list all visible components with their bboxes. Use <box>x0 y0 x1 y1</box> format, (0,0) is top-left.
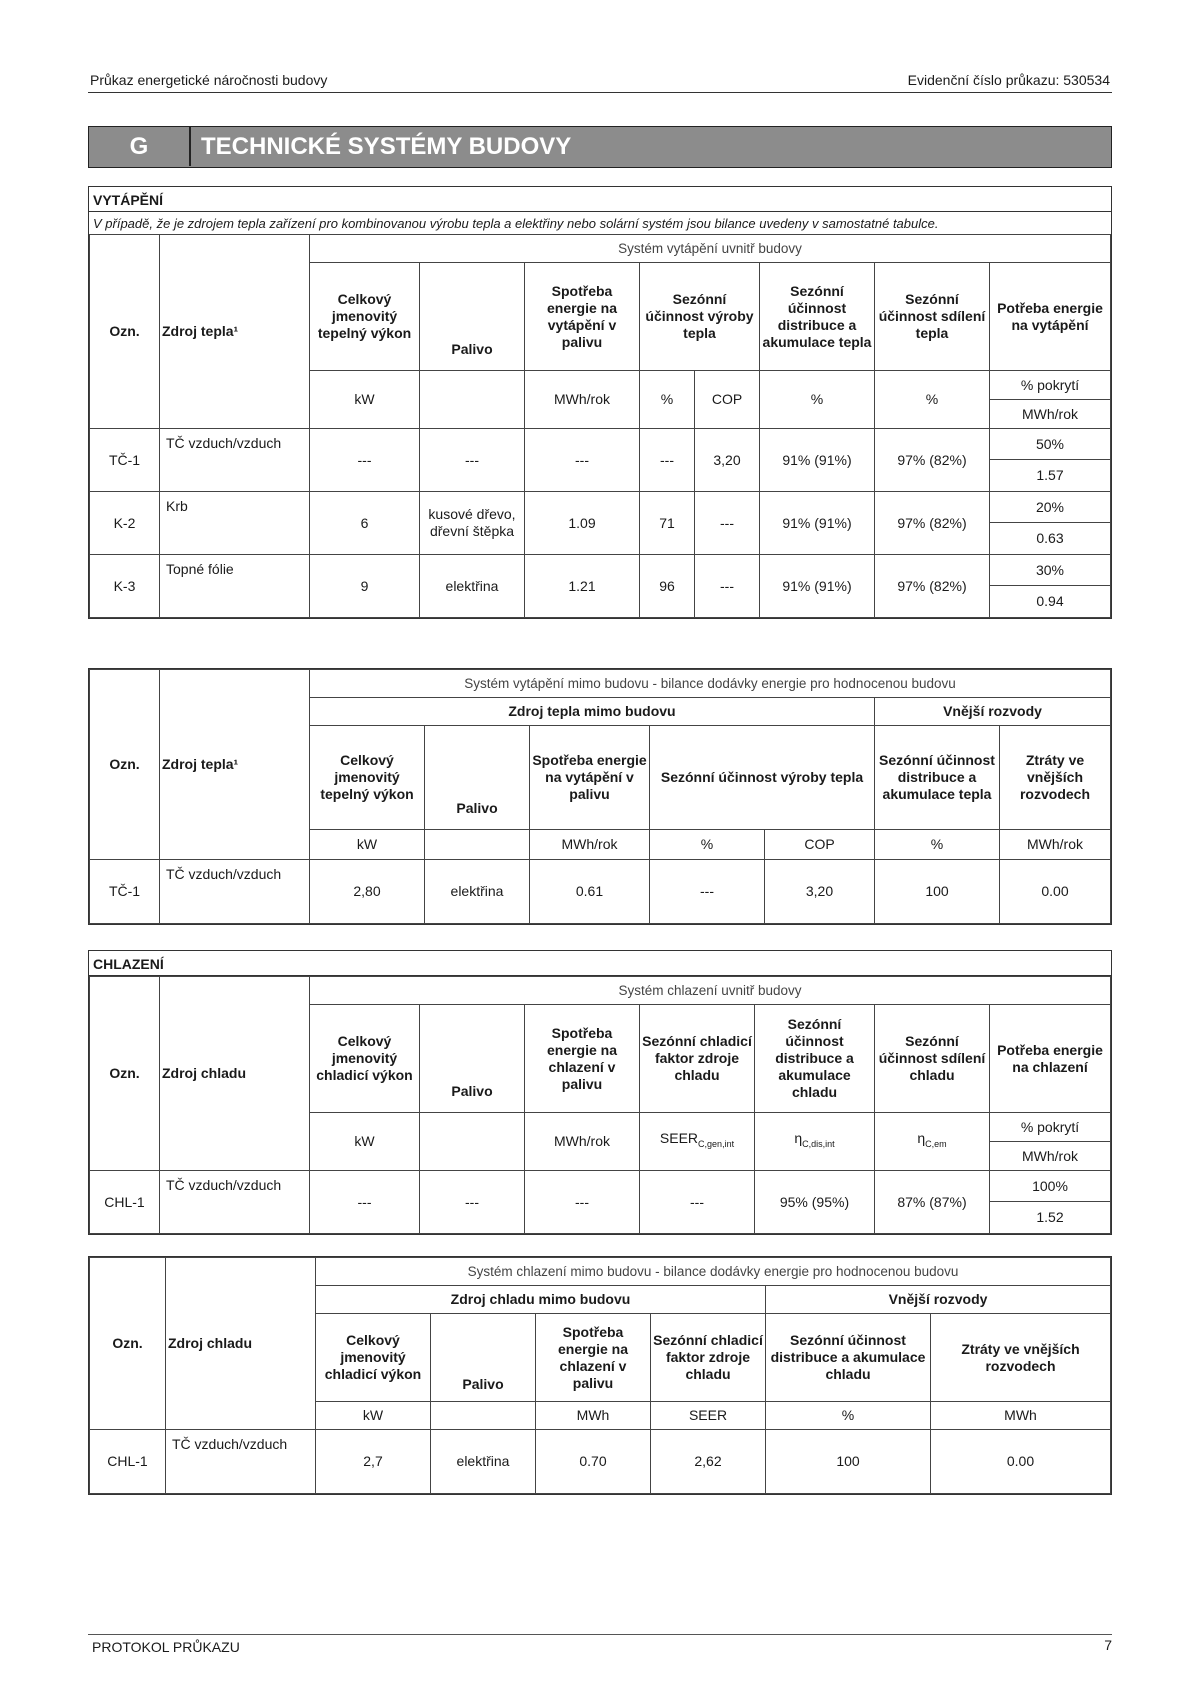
row-ozn: CHL-1 <box>90 1430 166 1494</box>
col-vykon: Celkový jmenovitý chladicí výkon <box>316 1314 431 1402</box>
cooling-outside-table <box>89 1257 1111 1494</box>
row-distribuce: 91% (91%) <box>760 492 875 555</box>
unit-pct: % <box>650 830 765 860</box>
heating-inside-caption: Systém vytápění uvnitř budovy <box>310 235 1111 263</box>
row-sdileni: 87% (87%) <box>875 1171 990 1234</box>
unit-eta-dis-sub: C,dis,int <box>802 1138 835 1149</box>
col-vykon: Celkový jmenovitý tepelný výkon <box>310 726 425 830</box>
row-spotreba: --- <box>525 429 640 492</box>
footer-label: PROTOKOL PRŮKAZU <box>92 1639 240 1655</box>
col-spotreba: Spotřeba energie na vytápění v palivu <box>525 263 640 371</box>
unit-eta-symbol: η <box>794 1130 803 1147</box>
col-sdileni: Sezónní účinnost sdílení chladu <box>875 1005 990 1113</box>
row-vykon: 9 <box>310 555 420 618</box>
row-spotreba: --- <box>525 1171 640 1234</box>
col-ozn: Ozn. <box>90 670 160 860</box>
col-distribuce: Sezónní účinnost distribuce a akumulace chladu <box>766 1314 931 1402</box>
unit-kw: kW <box>310 1113 420 1171</box>
unit-blank <box>420 1113 525 1171</box>
unit-cop: COP <box>695 371 760 429</box>
row-spotreba: 0.70 <box>536 1430 651 1494</box>
row-distribuce: 95% (95%) <box>755 1171 875 1234</box>
table-row <box>90 860 1111 924</box>
row-ozn: CHL-1 <box>90 1171 160 1234</box>
col-spotreba: Spotřeba energie na vytápění v palivu <box>530 726 650 830</box>
col-ozn: Ozn. <box>90 1258 166 1430</box>
col-ozn: Ozn. <box>90 235 160 429</box>
cooling-outside-section <box>88 1256 1112 1495</box>
row-zdroj: Krb <box>160 492 310 555</box>
table-row <box>90 555 1111 618</box>
row-pokryti: 50% <box>990 429 1110 460</box>
row-palivo: --- <box>420 429 525 492</box>
row-pct: 96 <box>640 555 695 618</box>
unit-mwh2: MWh/rok <box>1022 406 1078 422</box>
group-vnejsi-rozvody: Vnější rozvody <box>766 1286 1111 1314</box>
unit-mwh2: MWh/rok <box>1022 1148 1078 1164</box>
row-distribuce: 100 <box>875 860 1000 924</box>
row-sdileni: 97% (82%) <box>875 555 990 618</box>
row-sdileni: 97% (82%) <box>875 429 990 492</box>
col-vyroba: Sezónní účinnost výroby tepla <box>640 263 760 371</box>
col-distribuce: Sezónní účinnost distribuce a akumulace tepla <box>760 263 875 371</box>
row-zdroj: TČ vzduch/vzduch <box>160 860 310 924</box>
page-header <box>88 70 1112 93</box>
col-ztraty: Ztráty ve vnějších rozvodech <box>931 1314 1111 1402</box>
row-zdroj: Topné fólie <box>160 555 310 618</box>
unit-potreba-cell <box>990 1113 1111 1171</box>
unit-kw: kW <box>310 371 420 429</box>
row-ztraty: 0.00 <box>1000 860 1111 924</box>
section-banner <box>88 126 1112 168</box>
row-vykon: 2,80 <box>310 860 425 924</box>
row-potreba: 1.52 <box>1036 1209 1064 1225</box>
row-ozn: K-3 <box>90 555 160 618</box>
row-palivo: --- <box>420 1171 525 1234</box>
col-spotreba: Spotřeba energie na chlazení v palivu <box>536 1314 651 1402</box>
page-footer <box>88 1634 1112 1655</box>
col-spotreba: Spotřeba energie na chlazení v palivu <box>525 1005 640 1113</box>
row-cop: 3,20 <box>695 429 760 492</box>
col-distribuce: Sezónní účinnost distribuce a akumulace chladu <box>755 1005 875 1113</box>
cooling-outside-caption: Systém chlazení mimo budovu - bilance dodávky energie pro hodnocenou budovu <box>316 1258 1111 1286</box>
row-ozn: K-2 <box>90 492 160 555</box>
col-vykon: Celkový jmenovitý chladicí výkon <box>310 1005 420 1113</box>
col-sdileni: Sezónní účinnost sdílení tepla <box>875 263 990 371</box>
row-palivo: elektřina <box>425 860 530 924</box>
cooling-inside-table <box>89 976 1111 1234</box>
row-potreba: 1.57 <box>1036 467 1064 483</box>
document-title: Průkaz energetické náročnosti budovy <box>90 72 328 88</box>
row-distribuce: 91% (91%) <box>760 429 875 492</box>
page-number: 7 <box>1104 1637 1112 1653</box>
row-distribuce: 91% (91%) <box>760 555 875 618</box>
row-faktor: 2,62 <box>651 1430 766 1494</box>
row-vykon: 2,7 <box>316 1430 431 1494</box>
unit-kw: kW <box>310 830 425 860</box>
unit-pct3: % <box>875 371 990 429</box>
unit-mwh2: MWh <box>931 1402 1111 1430</box>
unit-potreba-cell <box>990 371 1111 429</box>
col-palivo: Palivo <box>420 1005 525 1113</box>
col-ozn: Ozn. <box>90 977 160 1171</box>
heating-outside-table <box>89 669 1111 924</box>
row-faktor: --- <box>640 1171 755 1234</box>
col-potreba: Potřeba energie na chlazení <box>990 1005 1111 1113</box>
unit-eta-em <box>875 1113 990 1171</box>
unit-pokryti: % pokrytí <box>990 1113 1110 1142</box>
row-spotreba: 0.61 <box>530 860 650 924</box>
row-ozn: TČ-1 <box>90 429 160 492</box>
unit-mwh: MWh/rok <box>525 371 640 429</box>
row-vykon: 6 <box>310 492 420 555</box>
row-potreba: 0.63 <box>1036 530 1064 546</box>
unit-blank <box>420 371 525 429</box>
col-ztraty: Ztráty ve vnějších rozvodech <box>1000 726 1111 830</box>
cooling-inside-caption: Systém chlazení uvnitř budovy <box>310 977 1111 1005</box>
row-pct: --- <box>640 429 695 492</box>
row-ztraty: 0.00 <box>931 1430 1111 1494</box>
unit-pokryti: % pokrytí <box>990 371 1110 400</box>
row-vykon: --- <box>310 1171 420 1234</box>
unit-seer <box>640 1113 755 1171</box>
row-potreba-cell <box>990 429 1111 492</box>
unit-eta-em-sub: C,em <box>925 1138 947 1149</box>
row-pct: --- <box>650 860 765 924</box>
col-zdroj: Zdroj chladu <box>160 977 310 1171</box>
col-potreba: Potřeba energie na vytápění <box>990 263 1111 371</box>
row-pct: 71 <box>640 492 695 555</box>
group-vnejsi-rozvody: Vnější rozvody <box>875 698 1111 726</box>
unit-mwh: MWh/rok <box>525 1113 640 1171</box>
certificate-number: Evidenční číslo průkazu: 530534 <box>907 72 1110 88</box>
unit-pct2: % <box>760 371 875 429</box>
table-row <box>90 429 1111 492</box>
cooling-inside-section <box>88 950 1112 1235</box>
row-spotreba: 1.21 <box>525 555 640 618</box>
unit-pct: % <box>766 1402 931 1430</box>
unit-eta-dis <box>755 1113 875 1171</box>
row-spotreba: 1.09 <box>525 492 640 555</box>
section-letter: G <box>89 127 191 166</box>
cooling-label: CHLAZENÍ <box>89 951 1111 976</box>
row-pokryti: 20% <box>990 492 1110 523</box>
unit-eta-symbol: η <box>917 1130 926 1147</box>
heating-inside-table <box>89 234 1111 618</box>
col-palivo: Palivo <box>425 726 530 830</box>
row-distribuce: 100 <box>766 1430 931 1494</box>
unit-seer-label: SEER <box>659 1130 699 1147</box>
row-sdileni: 97% (82%) <box>875 492 990 555</box>
unit-seer: SEER <box>651 1402 766 1430</box>
heating-outside-section <box>88 668 1112 925</box>
group-zdroj-mimo: Zdroj tepla mimo budovu <box>310 698 875 726</box>
row-vykon: --- <box>310 429 420 492</box>
unit-blank <box>431 1402 536 1430</box>
row-zdroj: TČ vzduch/vzduch <box>160 1171 310 1234</box>
heating-label: VYTÁPĚNÍ <box>89 187 1111 212</box>
row-pokryti: 30% <box>990 555 1110 586</box>
row-potreba: 0.94 <box>1036 593 1064 609</box>
table-row <box>90 492 1111 555</box>
row-pokryti: 100% <box>990 1171 1110 1202</box>
unit-blank <box>425 830 530 860</box>
unit-pct2: % <box>875 830 1000 860</box>
section-title: TECHNICKÉ SYSTÉMY BUDOVY <box>201 133 572 160</box>
group-zdroj-mimo: Zdroj chladu mimo budovu <box>316 1286 766 1314</box>
unit-cop: COP <box>765 830 875 860</box>
col-zdroj: Zdroj tepla¹ <box>160 670 310 860</box>
table-row <box>90 1430 1111 1494</box>
row-potreba-cell <box>990 492 1111 555</box>
col-vykon: Celkový jmenovitý tepelný výkon <box>310 263 420 371</box>
row-zdroj: TČ vzduch/vzduch <box>166 1430 316 1494</box>
unit-mwh: MWh <box>536 1402 651 1430</box>
row-ozn: TČ-1 <box>90 860 160 924</box>
unit-kw: kW <box>316 1402 431 1430</box>
col-palivo: Palivo <box>420 263 525 371</box>
col-zdroj: Zdroj chladu <box>166 1258 316 1430</box>
unit-mwh: MWh/rok <box>530 830 650 860</box>
row-palivo: elektřina <box>431 1430 536 1494</box>
heating-note: V případě, že je zdrojem tepla zařízení pro kombinovanou výrobu tepla a elektřiny nebo solární systém jsou bilance uvedeny v samostatné tabulce. <box>93 216 939 231</box>
row-potreba-cell <box>990 555 1111 618</box>
row-cop: 3,20 <box>765 860 875 924</box>
col-zdroj: Zdroj tepla¹ <box>160 235 310 429</box>
col-faktor: Sezónní chladicí faktor zdroje chladu <box>640 1005 755 1113</box>
unit-mwh2: MWh/rok <box>1000 830 1111 860</box>
heating-outside-caption: Systém vytápění mimo budovu - bilance dodávky energie pro hodnocenou budovu <box>310 670 1111 698</box>
table-row <box>90 1171 1111 1234</box>
row-cop: --- <box>695 555 760 618</box>
col-vyroba: Sezónní účinnost výroby tepla <box>650 726 875 830</box>
row-zdroj: TČ vzduch/vzduch <box>160 429 310 492</box>
row-cop: --- <box>695 492 760 555</box>
col-faktor: Sezónní chladicí faktor zdroje chladu <box>651 1314 766 1402</box>
unit-seer-sub: C,gen,int <box>698 1138 735 1149</box>
row-palivo: kusové dřevo, dřevní štěpka <box>420 492 525 555</box>
col-distribuce: Sezónní účinnost distribuce a akumulace tepla <box>875 726 1000 830</box>
col-palivo: Palivo <box>431 1314 536 1402</box>
row-palivo: elektřina <box>420 555 525 618</box>
unit-pct: % <box>640 371 695 429</box>
heating-inside-section <box>88 186 1112 619</box>
row-potreba-cell <box>990 1171 1111 1234</box>
